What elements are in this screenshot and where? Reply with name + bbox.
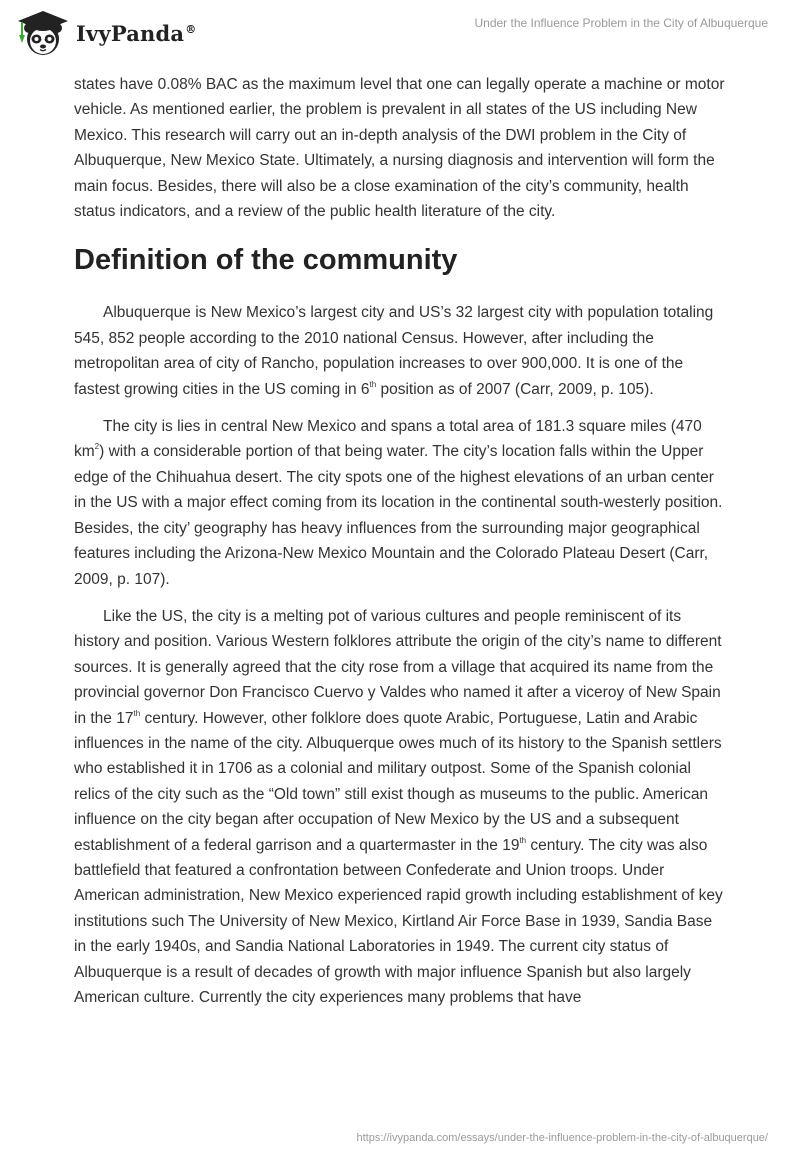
superscript: th — [369, 379, 377, 389]
paragraph-population: Albuquerque is New Mexico’s largest city and US’s 32 largest city with population totaling 545, 852 people according to the 2010 national Census. However, after including the metropolitan area of city of Rancho, population increases to over 900,000. It is one of the fastest growing cities in the US coming in 6th position as of 2007 (Carr, 2009, p. 105). — [74, 304, 714, 398]
brand-name: IvyPanda® — [76, 20, 197, 46]
ivypanda-logo[interactable] — [14, 8, 196, 58]
source-url[interactable]: https://ivypanda.com/essays/under-the-influence-problem-in-the-city-of-albuquerque/ — [356, 1132, 768, 1144]
document-title: Under the Influence Problem in the City of Albuquerque — [474, 16, 768, 30]
superscript: th — [519, 835, 527, 845]
superscript: th — [133, 708, 141, 718]
registered-mark: ® — [185, 22, 197, 36]
superscript: 2 — [94, 442, 100, 452]
panda-graduation-cap-logo-icon — [14, 8, 72, 58]
intro-paragraph: states have 0.08% BAC as the maximum level that one can legally operate a machine or motor vehicle. As mentioned earlier, the problem is prevalent in all states of the US including New Mexico. This research will carry out an in-depth analysis of the DWI problem in the City of Albuquerque, New Mexico State. Ultimately, a nursing diagnosis and intervention will form the main focus. Besides, there will also be a close examination of the city’s community, health status indicators, and a review of the public health literature of the city. — [74, 76, 725, 221]
section-heading: Definition of the community — [74, 244, 458, 277]
page-header — [0, 0, 800, 70]
article-body — [74, 72, 728, 1022]
paragraph-history: Like the US, the city is a melting pot of various cultures and people reminiscent of its history and position. Various Western folklores attribute the origin of the city’s name to different sources. It is generally agreed that the city rose from a village that acquired its name from the provincial governor Don Francisco Cuervo y Valdes who named it after a viceroy of New Spain in the 17th century. However, other folklore does quote Arabic, Portuguese, Latin and Arabic influences in the name of the city. Albuquerque owes much of its history to the Spanish settlers who established it in 1706 as a colonial and military outpost. Some of the Spanish colonial relics of the city such as the “Old town” still exist though as museums to the public. American influence on the city began after occupation of New Mexico by the US and a subsequent establishment of a federal garrison and a quartermaster in the 19th century. The city was also battlefield that featured a confrontation between Confederate and Union troops. Under American administration, New Mexico experienced rapid growth including establishment of key institutions such The University of New Mexico, Kirtland Air Force Base in 1939, Sandia Base in the early 1940s, and Sandia National Laboratories in 1949. The current city status of Albuquerque is a result of decades of growth with major influence Spanish but also largely American culture. Currently the city experiences many problems that have — [74, 607, 723, 1006]
paragraph-geography: The city is lies in central New Mexico and spans a total area of 181.3 square miles (470 $km^2$) with a considerable portion of that being water. The city’s location falls within the Upper edge of the Chihuahua desert. The city spots one of the highest elevations of an urban center in the US with a major effect coming from its location in the continental south-westerly position. Besides, the city’ geography has heavy influences from the surrounding major geographical features including the Arizona-New Mexico Mountain and the Colorado Plateau Desert (Carr, 2009, p. 107). — [74, 418, 723, 588]
